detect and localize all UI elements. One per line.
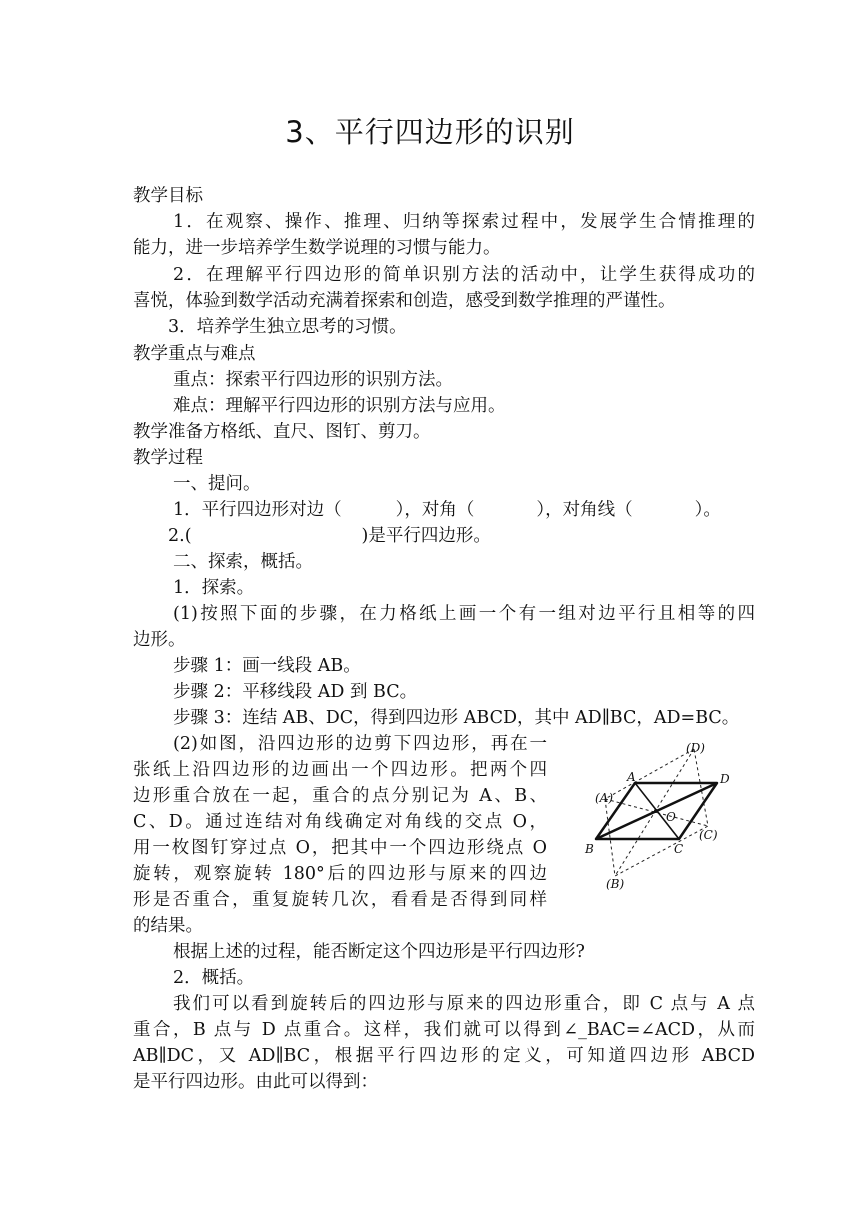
question: 根据上述的过程，能否断定这个四边形是平行四边形?: [173, 942, 585, 962]
summary-line: 我们可以看到旋转后的四边形与原来的四边形重合，即 C 点与 A 点: [173, 994, 755, 1014]
parallelogram-figure: [580, 735, 750, 895]
procedure-2-line: 边形重合放在一起，重合的点分别记为 A、B、: [133, 786, 547, 806]
question-2: [168, 523, 491, 549]
label-a-prime: (A): [595, 791, 614, 805]
objective-2-line-1: 2．在理解平行四边形的简单识别方法的活动中，让学生获得成功的: [173, 265, 755, 285]
procedure-2-line: 张纸上沿四边形的边画出一个四边形。把两个四: [133, 760, 547, 780]
point-o: [654, 809, 658, 813]
question-1-part-d: ）。: [694, 500, 721, 520]
label-d-prime: (D): [686, 741, 705, 755]
question-2-part-a: 2.(: [168, 526, 192, 546]
page-title: 3、平行四边形的识别: [285, 115, 575, 149]
summary-heading: 2．概括。: [173, 968, 255, 988]
question-2-part-b: )是平行四边形。: [361, 526, 491, 546]
part-2-heading: 二、探索，概括。: [173, 552, 313, 572]
explore-heading: 1．探索。: [173, 578, 255, 598]
summary-line: 是平行四边形。由此可以得到：: [133, 1072, 378, 1092]
difficulty-point: 难点：理解平行四边形的识别方法与应用。: [173, 396, 506, 416]
objective-3: 3．培养学生独立思考的习惯。: [168, 317, 407, 337]
label-c: C: [674, 842, 684, 856]
procedure-1-line-2: 边形。: [133, 630, 186, 650]
procedure-2-line: 的结果。: [133, 916, 203, 936]
step-1: 步骤 1：画一线段 AB。: [173, 656, 361, 676]
label-a: A: [627, 770, 636, 784]
label-d: D: [720, 772, 730, 786]
procedure-2-line: 用一枚图钉穿过点 O，把其中一个四边形绕点 O: [133, 838, 547, 858]
procedure-1-line-1: (1)按照下面的步骤，在力格纸上画一个有一组对边平行且相等的四: [173, 604, 755, 624]
label-b-prime: (B): [606, 877, 625, 891]
question-1-part-a: 1．平行四边形对边（: [173, 500, 342, 520]
procedure-2-line: 旋转，观察旋转 180°后的四边形与原来的四边: [133, 864, 547, 884]
step-3: 步骤 3：连结 AB、DC，得到四边形 ABCD，其中 AD∥BC，AD=BC。: [173, 708, 740, 728]
question-1: [173, 497, 721, 523]
preparation: 教学准备方格纸、直尺、图钉、剪刀。: [133, 422, 431, 442]
key-point: 重点：探索平行四边形的识别方法。: [173, 370, 453, 390]
label-c-prime: (C): [699, 828, 718, 842]
procedure-2-line: (2)如图，沿四边形的边剪下四边形，再在一: [173, 734, 547, 754]
process-heading: 教学过程: [133, 448, 203, 468]
key-points-heading: 教学重点与难点: [133, 344, 256, 364]
label-b: B: [585, 842, 594, 856]
question-1-part-c: ），对角线（: [536, 500, 633, 520]
question-1-part-b: ），对角（: [395, 500, 475, 520]
step-2: 步骤 2：平移线段 AD 到 BC。: [173, 682, 418, 702]
summary-line: AB∥DC，又 AD∥BC，根据平行四边形的定义，可知道四边形 ABCD: [133, 1046, 755, 1066]
objective-1-line-2: 能力，进一步培养学生数学说理的习惯与能力。: [133, 238, 501, 258]
objective-2-line-2: 喜悦，体验到数学活动充满着探索和创造，感受到数学推理的严谨性。: [133, 291, 676, 311]
label-o: O: [666, 810, 676, 824]
procedure-2-line: 形是否重合，重复旋转几次，看看是否得到同样: [133, 890, 547, 910]
objective-1-line-1: 1．在观察、操作、推理、归纳等探索过程中，发展学生合情推理的: [173, 212, 755, 232]
objectives-heading: 教学目标: [133, 186, 203, 206]
summary-line: 重合，B 点与 D 点重合。这样，我们就可以得到∠_BAC=∠ACD，从而: [133, 1020, 755, 1040]
procedure-2-line: C、D。通过连结对角线确定对角线的交点 O，: [133, 812, 547, 832]
part-1-heading: 一、提问。: [173, 474, 261, 494]
